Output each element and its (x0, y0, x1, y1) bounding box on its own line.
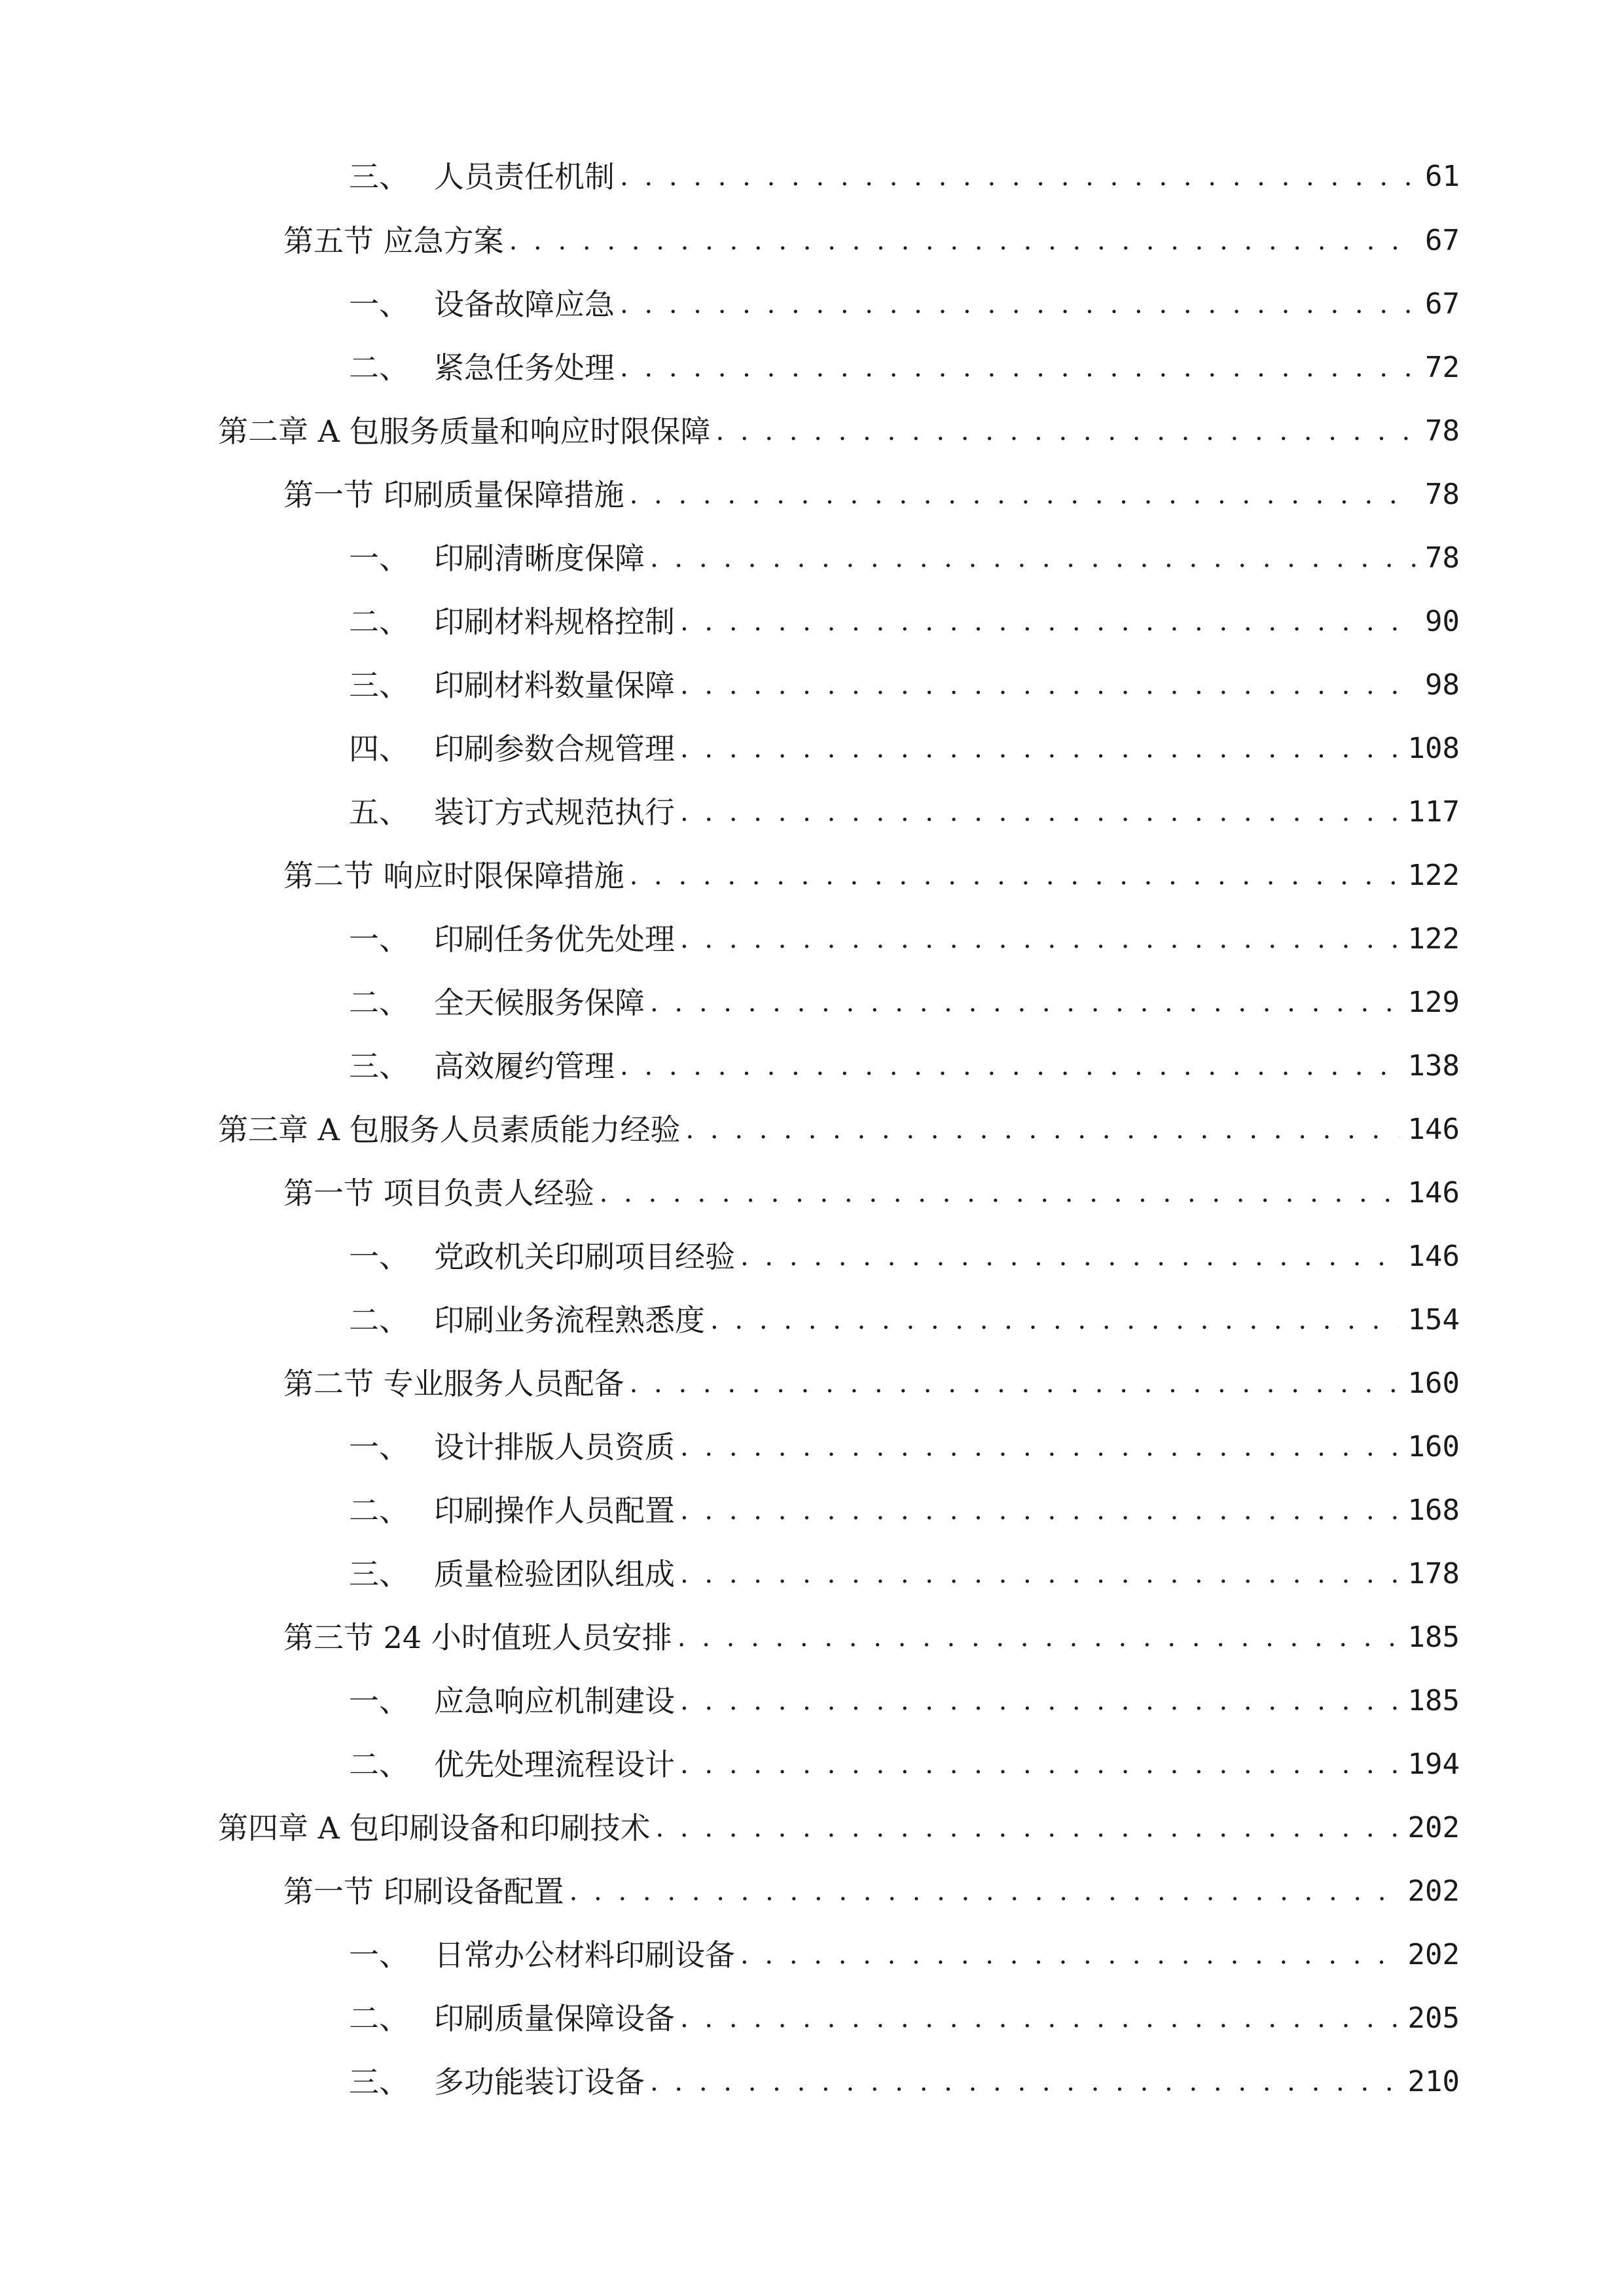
dot-leader (680, 1488, 1399, 1534)
toc-entry-title: 印刷业务流程熟悉度 (434, 1302, 705, 1338)
dot-leader (569, 1869, 1399, 1914)
toc-entry-page: 210 (1407, 2065, 1460, 2098)
toc-entry[interactable] (283, 1869, 1460, 1914)
toc-entry-page: 202 (1407, 1874, 1460, 1908)
dot-leader (680, 1678, 1399, 1724)
toc-entry-title: 多功能装订设备 (434, 2064, 645, 2100)
toc-entry-title: 印刷任务优先处理 (434, 922, 675, 957)
toc-entry-page: 122 (1407, 859, 1460, 892)
toc-entry-number: 三、 (349, 1556, 409, 1592)
toc-entry-title: 印刷质量保障设备 (434, 2001, 675, 2036)
toc-entry[interactable] (349, 599, 1460, 645)
dot-leader (677, 1615, 1399, 1660)
toc-entry-title: 印刷清晰度保障 (434, 541, 645, 576)
toc-entry-page: 122 (1407, 922, 1460, 956)
toc-entry-title: 印刷材料规格控制 (434, 604, 675, 639)
toc-entry[interactable] (349, 535, 1460, 581)
toc-entry-number: 一、 (349, 541, 409, 576)
toc-entry[interactable] (283, 1170, 1460, 1216)
toc-entry-title: 紧急任务处理 (434, 350, 615, 386)
dot-leader (630, 853, 1399, 899)
toc-entry-page: 194 (1407, 1748, 1460, 1781)
toc-entry-title: 装订方式规范执行 (434, 795, 675, 830)
toc-entry-page: 78 (1425, 541, 1460, 575)
toc-entry-title: 第二节 专业服务人员配备 (283, 1366, 624, 1401)
dot-leader (740, 1932, 1399, 1978)
dot-leader (740, 1234, 1399, 1280)
toc-entry-title: 全天候服务保障 (434, 985, 645, 1020)
toc-entry-page: 168 (1407, 1494, 1460, 1527)
dot-leader (509, 218, 1416, 264)
toc-entry-page: 185 (1407, 1684, 1460, 1717)
toc-entry-number: 二、 (349, 985, 409, 1020)
dot-leader (620, 345, 1416, 391)
toc-entry[interactable] (349, 1551, 1460, 1597)
toc-entry-title: 高效履约管理 (434, 1049, 615, 1084)
toc-entry-number: 二、 (349, 604, 409, 639)
toc-entry-title: 优先处理流程设计 (434, 1747, 675, 1782)
toc-entry-page: 202 (1407, 1811, 1460, 1844)
toc-entry-number: 二、 (349, 1493, 409, 1528)
dot-leader (600, 1170, 1399, 1216)
toc-entry-number: 二、 (349, 2001, 409, 2036)
toc-entry[interactable] (349, 154, 1460, 200)
toc-entry-title: 应急响应机制建设 (434, 1683, 675, 1719)
toc-entry-title: 印刷操作人员配置 (434, 1493, 675, 1528)
dot-leader (620, 281, 1416, 327)
toc-entry-page: 146 (1407, 1176, 1460, 1210)
dot-leader (680, 1742, 1399, 1787)
toc-entry-number: 一、 (349, 1683, 409, 1719)
toc-entry-title: 第一节 印刷设备配置 (283, 1874, 564, 1909)
toc-entry-page: 72 (1425, 351, 1460, 384)
toc-entry-number: 三、 (349, 1049, 409, 1084)
toc-entry-number: 一、 (349, 1239, 409, 1274)
dot-leader (620, 154, 1416, 200)
dot-leader (680, 1996, 1399, 2041)
toc-entry-page: 90 (1425, 605, 1460, 638)
toc-entry-page: 205 (1407, 2001, 1460, 2035)
toc-entry[interactable] (349, 1996, 1460, 2041)
toc-entry-number: 二、 (349, 1747, 409, 1782)
toc-entry[interactable] (349, 1932, 1460, 1978)
toc-entry[interactable] (349, 1234, 1460, 1280)
toc-entry[interactable] (349, 1424, 1460, 1470)
dot-leader (630, 1361, 1399, 1407)
toc-entry-page: 67 (1425, 287, 1460, 321)
toc-entry[interactable] (283, 472, 1460, 518)
dot-leader (650, 980, 1399, 1026)
dot-leader (715, 408, 1416, 454)
toc-entry[interactable] (349, 1742, 1460, 1787)
toc-entry-title: 第一节 印刷质量保障措施 (283, 477, 624, 512)
toc-entry[interactable] (349, 345, 1460, 391)
toc-entry-title: 印刷参数合规管理 (434, 731, 675, 766)
toc-entry[interactable] (218, 408, 1460, 454)
toc-entry[interactable] (349, 726, 1460, 772)
toc-entry[interactable] (283, 1361, 1460, 1407)
toc-entry-title: 第二节 响应时限保障措施 (283, 858, 624, 893)
dot-leader (680, 726, 1399, 772)
toc-entry[interactable] (349, 2059, 1460, 2105)
toc-entry[interactable] (349, 1488, 1460, 1534)
toc-entry-title: 第二章 A 包服务质量和响应时限保障 (218, 414, 711, 449)
toc-entry-page: 108 (1407, 732, 1460, 765)
toc-entry-page: 61 (1425, 160, 1460, 193)
toc-entry-page: 146 (1407, 1113, 1460, 1146)
toc-entry-title: 第五节 应急方案 (283, 223, 504, 259)
toc-entry[interactable] (349, 916, 1460, 962)
toc-entry-title: 第一节 项目负责人经验 (283, 1175, 594, 1211)
toc-entry[interactable] (283, 1615, 1460, 1660)
toc-entry-number: 一、 (349, 1429, 409, 1465)
dot-leader (620, 1043, 1399, 1089)
dot-leader (710, 1297, 1399, 1343)
toc-entry[interactable] (218, 1107, 1460, 1153)
dot-leader (680, 662, 1416, 708)
toc-entry-page: 98 (1425, 668, 1460, 702)
toc-entry-number: 三、 (349, 2064, 409, 2100)
toc-entry-page: 117 (1407, 795, 1460, 829)
dot-leader (680, 1424, 1399, 1470)
toc-entry-number: 二、 (349, 1302, 409, 1338)
toc-entry-title: 质量检验团队组成 (434, 1556, 675, 1592)
toc-entry-title: 第三节 24 小时值班人员安排 (283, 1620, 672, 1655)
toc-entry-number: 四、 (349, 731, 409, 766)
toc-entry-page: 129 (1407, 986, 1460, 1019)
toc-entry-page: 160 (1407, 1367, 1460, 1400)
toc-entry-number: 二、 (349, 350, 409, 386)
toc-entry[interactable] (283, 218, 1460, 264)
toc-entry-page: 178 (1407, 1557, 1460, 1590)
dot-leader (680, 789, 1399, 835)
toc-entry-number: 一、 (349, 287, 409, 322)
toc-entry[interactable] (218, 1805, 1460, 1851)
toc-entry-page: 202 (1407, 1938, 1460, 1971)
toc-entry[interactable] (349, 281, 1460, 327)
dot-leader (680, 916, 1399, 962)
dot-leader (655, 1805, 1398, 1851)
toc-entry-title: 日常办公材料印刷设备 (434, 1937, 735, 1973)
toc-entry-page: 78 (1425, 414, 1460, 448)
toc-entry-page: 67 (1425, 224, 1460, 257)
toc-entry-page: 138 (1407, 1049, 1460, 1083)
dot-leader (680, 1551, 1399, 1597)
toc-entry-title: 党政机关印刷项目经验 (434, 1239, 735, 1274)
toc-entry-number: 五、 (349, 795, 409, 830)
toc-entry-page: 146 (1407, 1240, 1460, 1273)
toc-entry-title: 印刷材料数量保障 (434, 668, 675, 703)
toc-entry[interactable] (349, 662, 1460, 708)
toc-entry-number: 一、 (349, 1937, 409, 1973)
toc-entry-page: 185 (1407, 1621, 1460, 1654)
toc-entry[interactable] (349, 1043, 1460, 1089)
dot-leader (680, 599, 1416, 645)
toc-entry-number: 一、 (349, 922, 409, 957)
toc-entry-title: 设备故障应急 (434, 287, 615, 322)
toc-entry-title: 人员责任机制 (434, 159, 615, 194)
dot-leader (650, 535, 1416, 581)
toc-entry-number: 三、 (349, 159, 409, 194)
toc-entry[interactable] (349, 1678, 1460, 1724)
dot-leader (685, 1107, 1398, 1153)
dot-leader (650, 2059, 1399, 2105)
toc-entry[interactable] (349, 980, 1460, 1026)
toc-entry[interactable] (349, 1297, 1460, 1343)
toc-entry-page: 78 (1425, 478, 1460, 511)
toc-entry-number: 三、 (349, 668, 409, 703)
toc-entry[interactable] (283, 853, 1460, 899)
toc-entry-title: 设计排版人员资质 (434, 1429, 675, 1465)
toc-entry-title: 第四章 A 包印刷设备和印刷技术 (218, 1810, 651, 1846)
toc-entry-page: 160 (1407, 1430, 1460, 1463)
toc-entry-title: 第三章 A 包服务人员素质能力经验 (218, 1112, 681, 1147)
toc-entry[interactable] (349, 789, 1460, 835)
toc-entry-page: 154 (1407, 1303, 1460, 1336)
dot-leader (630, 472, 1416, 518)
